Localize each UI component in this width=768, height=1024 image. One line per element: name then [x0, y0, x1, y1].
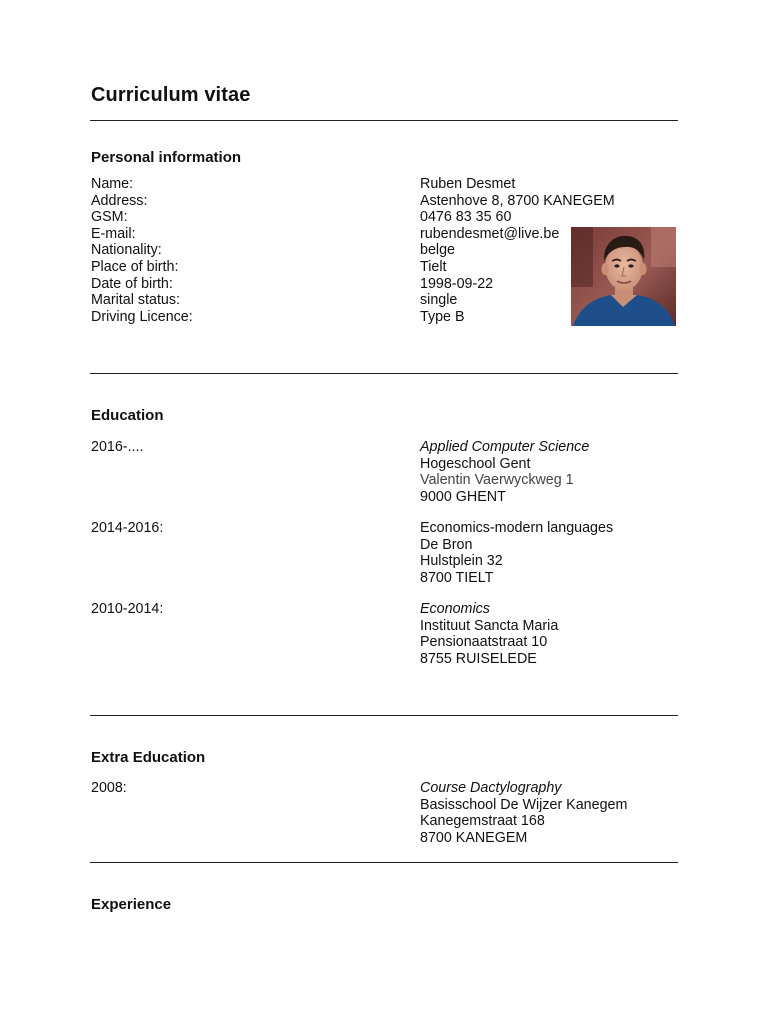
gsm-label: GSM:: [91, 209, 128, 226]
place-of-birth-label: Place of birth:: [91, 258, 179, 275]
place-of-birth-value: Tielt: [420, 258, 447, 275]
school-street: Pensionaatstraat 10: [420, 634, 548, 651]
education-period-3: [91, 601, 163, 618]
course-name: Economics: [420, 601, 490, 617]
divider: [90, 120, 678, 121]
extra-education-period-1: [91, 780, 127, 797]
period-label: 2014-2016:: [91, 520, 164, 536]
period-label: 2008:: [91, 780, 127, 796]
personal-info-labels: [91, 176, 193, 325]
course-name: Economics-modern languages: [420, 520, 614, 536]
profile-photo-illustration: [571, 227, 676, 326]
name-label: Name:: [91, 176, 134, 192]
school-street: Hulstplein 32: [420, 553, 503, 570]
driving-licence-value: Type B: [420, 308, 465, 325]
email-value: rubendesmet@live.be: [420, 225, 560, 242]
date-of-birth-label: Date of birth:: [91, 275, 173, 292]
school-name: De Bron: [420, 536, 473, 553]
driving-licence-label: Driving Licence:: [91, 308, 193, 325]
email-label: E-mail:: [91, 225, 136, 242]
personal-info-heading: Personal information: [91, 149, 242, 166]
profile-photo: [571, 227, 676, 326]
school-street: Valentin Vaerwyckweg 1: [420, 472, 574, 489]
experience-heading: Experience: [91, 896, 172, 913]
page-title: Curriculum vitae: [91, 84, 251, 106]
education-heading: Education: [91, 407, 164, 424]
school-name: Hogeschool Gent: [420, 455, 531, 472]
address-value: Astenhove 8, 8700 KANEGEM: [420, 192, 615, 209]
period-label: 2016-....: [91, 439, 144, 455]
period-label: 2010-2014:: [91, 601, 164, 617]
marital-status-label: Marital status:: [91, 292, 180, 309]
school-city: 8700 KANEGEM: [420, 829, 528, 846]
education-entry-2: [420, 520, 613, 586]
extra-education-entry-1: [420, 780, 627, 846]
extra-education-heading: Extra Education: [91, 749, 206, 766]
education-period-2: [91, 520, 163, 537]
divider: [90, 715, 678, 716]
school-name: Instituut Sancta Maria: [420, 617, 559, 634]
school-city: 8700 TIELT: [420, 569, 494, 586]
name-value: Ruben Desmet: [420, 176, 516, 192]
education-period-1: [91, 439, 143, 456]
divider: [90, 373, 678, 374]
education-entry-3: [420, 601, 558, 667]
school-city: 9000 GHENT: [420, 488, 506, 505]
marital-status-value: single: [420, 292, 458, 309]
course-name: Applied Computer Science: [420, 439, 590, 455]
date-of-birth-value: 1998-09-22: [420, 275, 494, 292]
nationality-label: Nationality:: [91, 242, 162, 259]
divider: [90, 862, 678, 863]
school-street: Kanegemstraat 168: [420, 813, 545, 830]
school-name: Basisschool De Wijzer Kanegem: [420, 796, 628, 813]
course-name: Course Dactylography: [420, 780, 562, 796]
nationality-value: belge: [420, 242, 455, 259]
gsm-value: 0476 83 35 60: [420, 209, 512, 226]
school-city: 8755 RUISELEDE: [420, 650, 537, 667]
address-label: Address:: [91, 192, 148, 209]
education-entry-1: [420, 439, 589, 505]
